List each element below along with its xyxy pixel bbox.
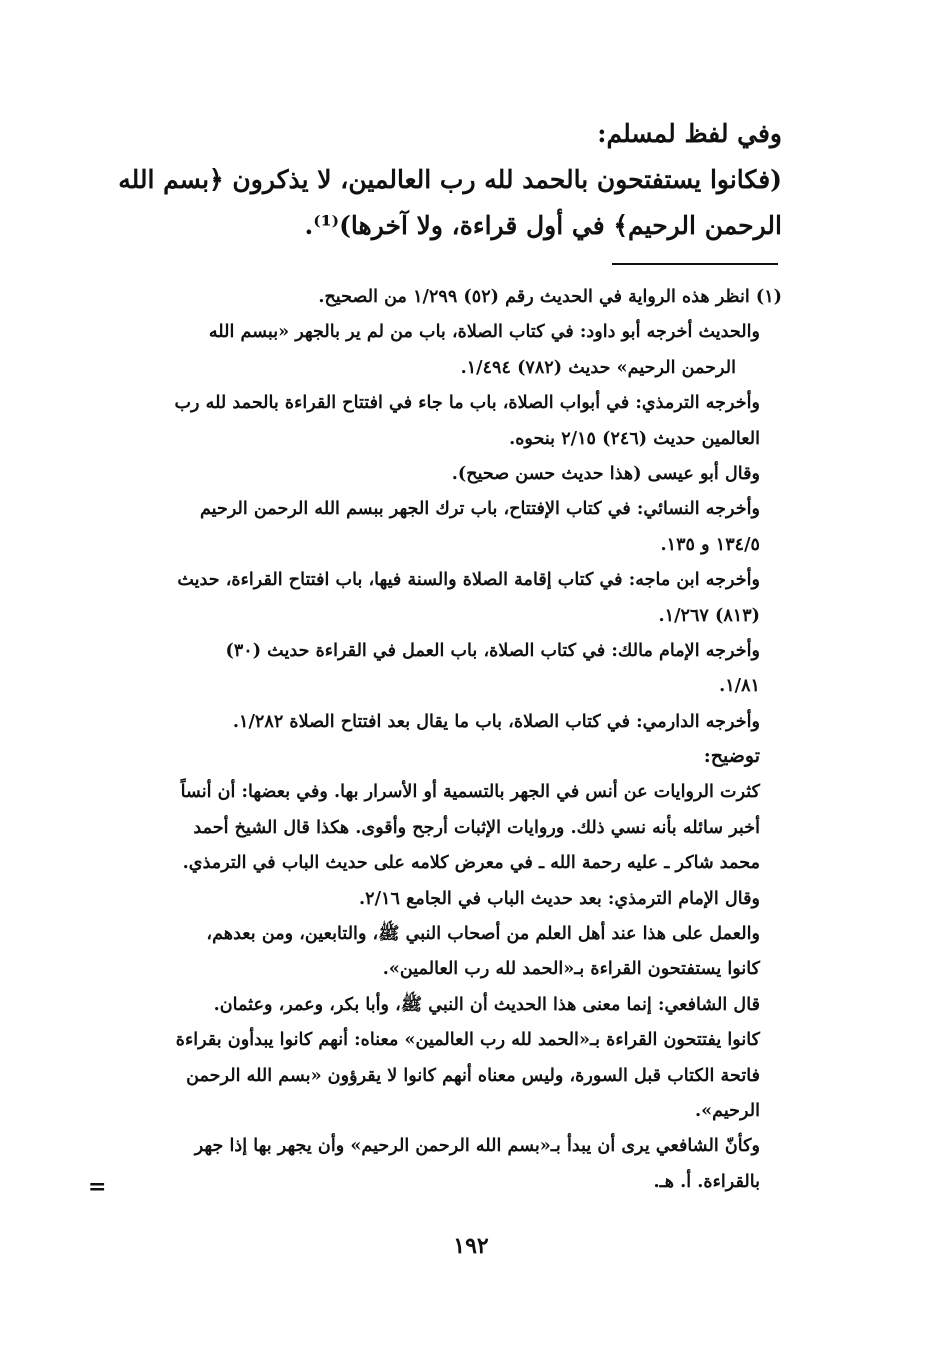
- footnote-line: والعمل على هذا عند أهل العلم من أصحاب النبي ﷺ، والتابعين، ومن بعدهم،: [206, 923, 760, 945]
- footnote-line: قال الشافعي: إنما معنى هذا الحديث أن النبي ﷺ، وأبا بكر، وعمر، وعثمان.: [213, 993, 760, 1015]
- footnote-line: كانوا يستفتحون القراءة بـ«الحمد لله رب العالمين».: [382, 958, 760, 980]
- footnotes: [82, 279, 782, 1199]
- footnote-line: وقال الإمام الترمذي: بعد حديث الباب في الجامع ٢/١٦.: [359, 887, 760, 909]
- footnote-line: أخبر سائله بأنه نسي ذلك. وروايات الإثبات أرجح وأقوى. هكذا قال الشيخ أحمد: [193, 816, 760, 838]
- footnote-line: العالمين حديث (٢٤٦) ٢/١٥ بنحوه.: [509, 427, 760, 449]
- page-number: ١٩٢: [453, 1233, 489, 1259]
- continuation-marker: =: [88, 1174, 107, 1200]
- footnote-separator: [612, 263, 778, 265]
- footnote-line: وأخرجه ابن ماجه: في كتاب إقامة الصلاة والسنة فيها، باب افتتاح القراءة، حديث: [177, 569, 760, 591]
- footnote-line: بالقراءة. أ. هـ.: [653, 1170, 760, 1192]
- footnote-line: كثرت الروايات عن أنس في الجهر بالتسمية أو الأسرار بها. وفي بعضها: أن أنساً: [180, 781, 760, 803]
- main-text: [102, 112, 782, 247]
- footnote-line: الرحيم».: [695, 1099, 760, 1121]
- footnote-line: وأخرجه الترمذي: في أبواب الصلاة، باب ما جاء في افتتاح القراءة بالحمد لله رب: [174, 392, 760, 414]
- footnote-line: وأخرجه الإمام مالك: في كتاب الصلاة، باب العمل في القراءة حديث (٣٠): [225, 639, 760, 661]
- footnote-line: والحديث أخرجه أبو داود: في كتاب الصلاة، باب من لم ير بالجهر «ببسم الله: [208, 321, 760, 343]
- footnote-line: وأخرجه النسائي: في كتاب الإفتتاح، باب ترك الجهر ببسم الله الرحمن الرحيم: [199, 498, 760, 520]
- footnote-line: فاتحة الكتاب قبل السورة، وليس معناه أنهم كانوا لا يقرؤون «بسم الله الرحمن: [186, 1064, 760, 1086]
- footnote-line: الرحمن الرحيم» حديث (٧٨٢) ١/٤٩٤.: [460, 356, 736, 378]
- footnote-heading: توضيح:: [703, 745, 760, 768]
- main-line-1: (فكانوا يستفتحون بالحمد لله رب العالمين، لا يذكرون ﴿بسم الله: [118, 165, 782, 194]
- main-intro: وفي لفظ لمسلم:: [597, 119, 782, 148]
- footnote-line: كانوا يفتتحون القراءة بـ«الحمد لله رب العالمين» معناه: أنهم كانوا يبدأون بقراءة: [175, 1029, 760, 1051]
- footnote-line: وكأنّ الشافعي يرى أن يبدأ بـ«بسم الله الرحمن الرحيم» وأن يجهر بها إذا جهر: [194, 1135, 760, 1157]
- footnote-line: (١) انظر هذه الرواية في الحديث رقم (٥٢) ١/٢٩٩ من الصحيح.: [318, 286, 782, 307]
- main-line-2: الرحمن الرحيم﴾ في أول قراءة، ولا آخرها)⁽¹⁾.: [304, 211, 782, 240]
- footnote-line: (٨١٣) ١/٢٦٧.: [658, 604, 760, 626]
- footnote-line: محمد شاكر ـ عليه رحمة الله ـ في معرض كلامه على حديث الباب في الترمذي.: [182, 852, 760, 874]
- footnote-line: ١٣٤/٥ و ١٣٥.: [660, 533, 760, 555]
- footnote-line: وأخرجه الدارمي: في كتاب الصلاة، باب ما يقال بعد افتتاح الصلاة ١/٢٨٢.: [232, 710, 760, 732]
- footnote-line: وقال أبو عيسى (هذا حديث حسن صحيح).: [451, 462, 760, 484]
- footnote-line: ١/٨١.: [719, 675, 760, 697]
